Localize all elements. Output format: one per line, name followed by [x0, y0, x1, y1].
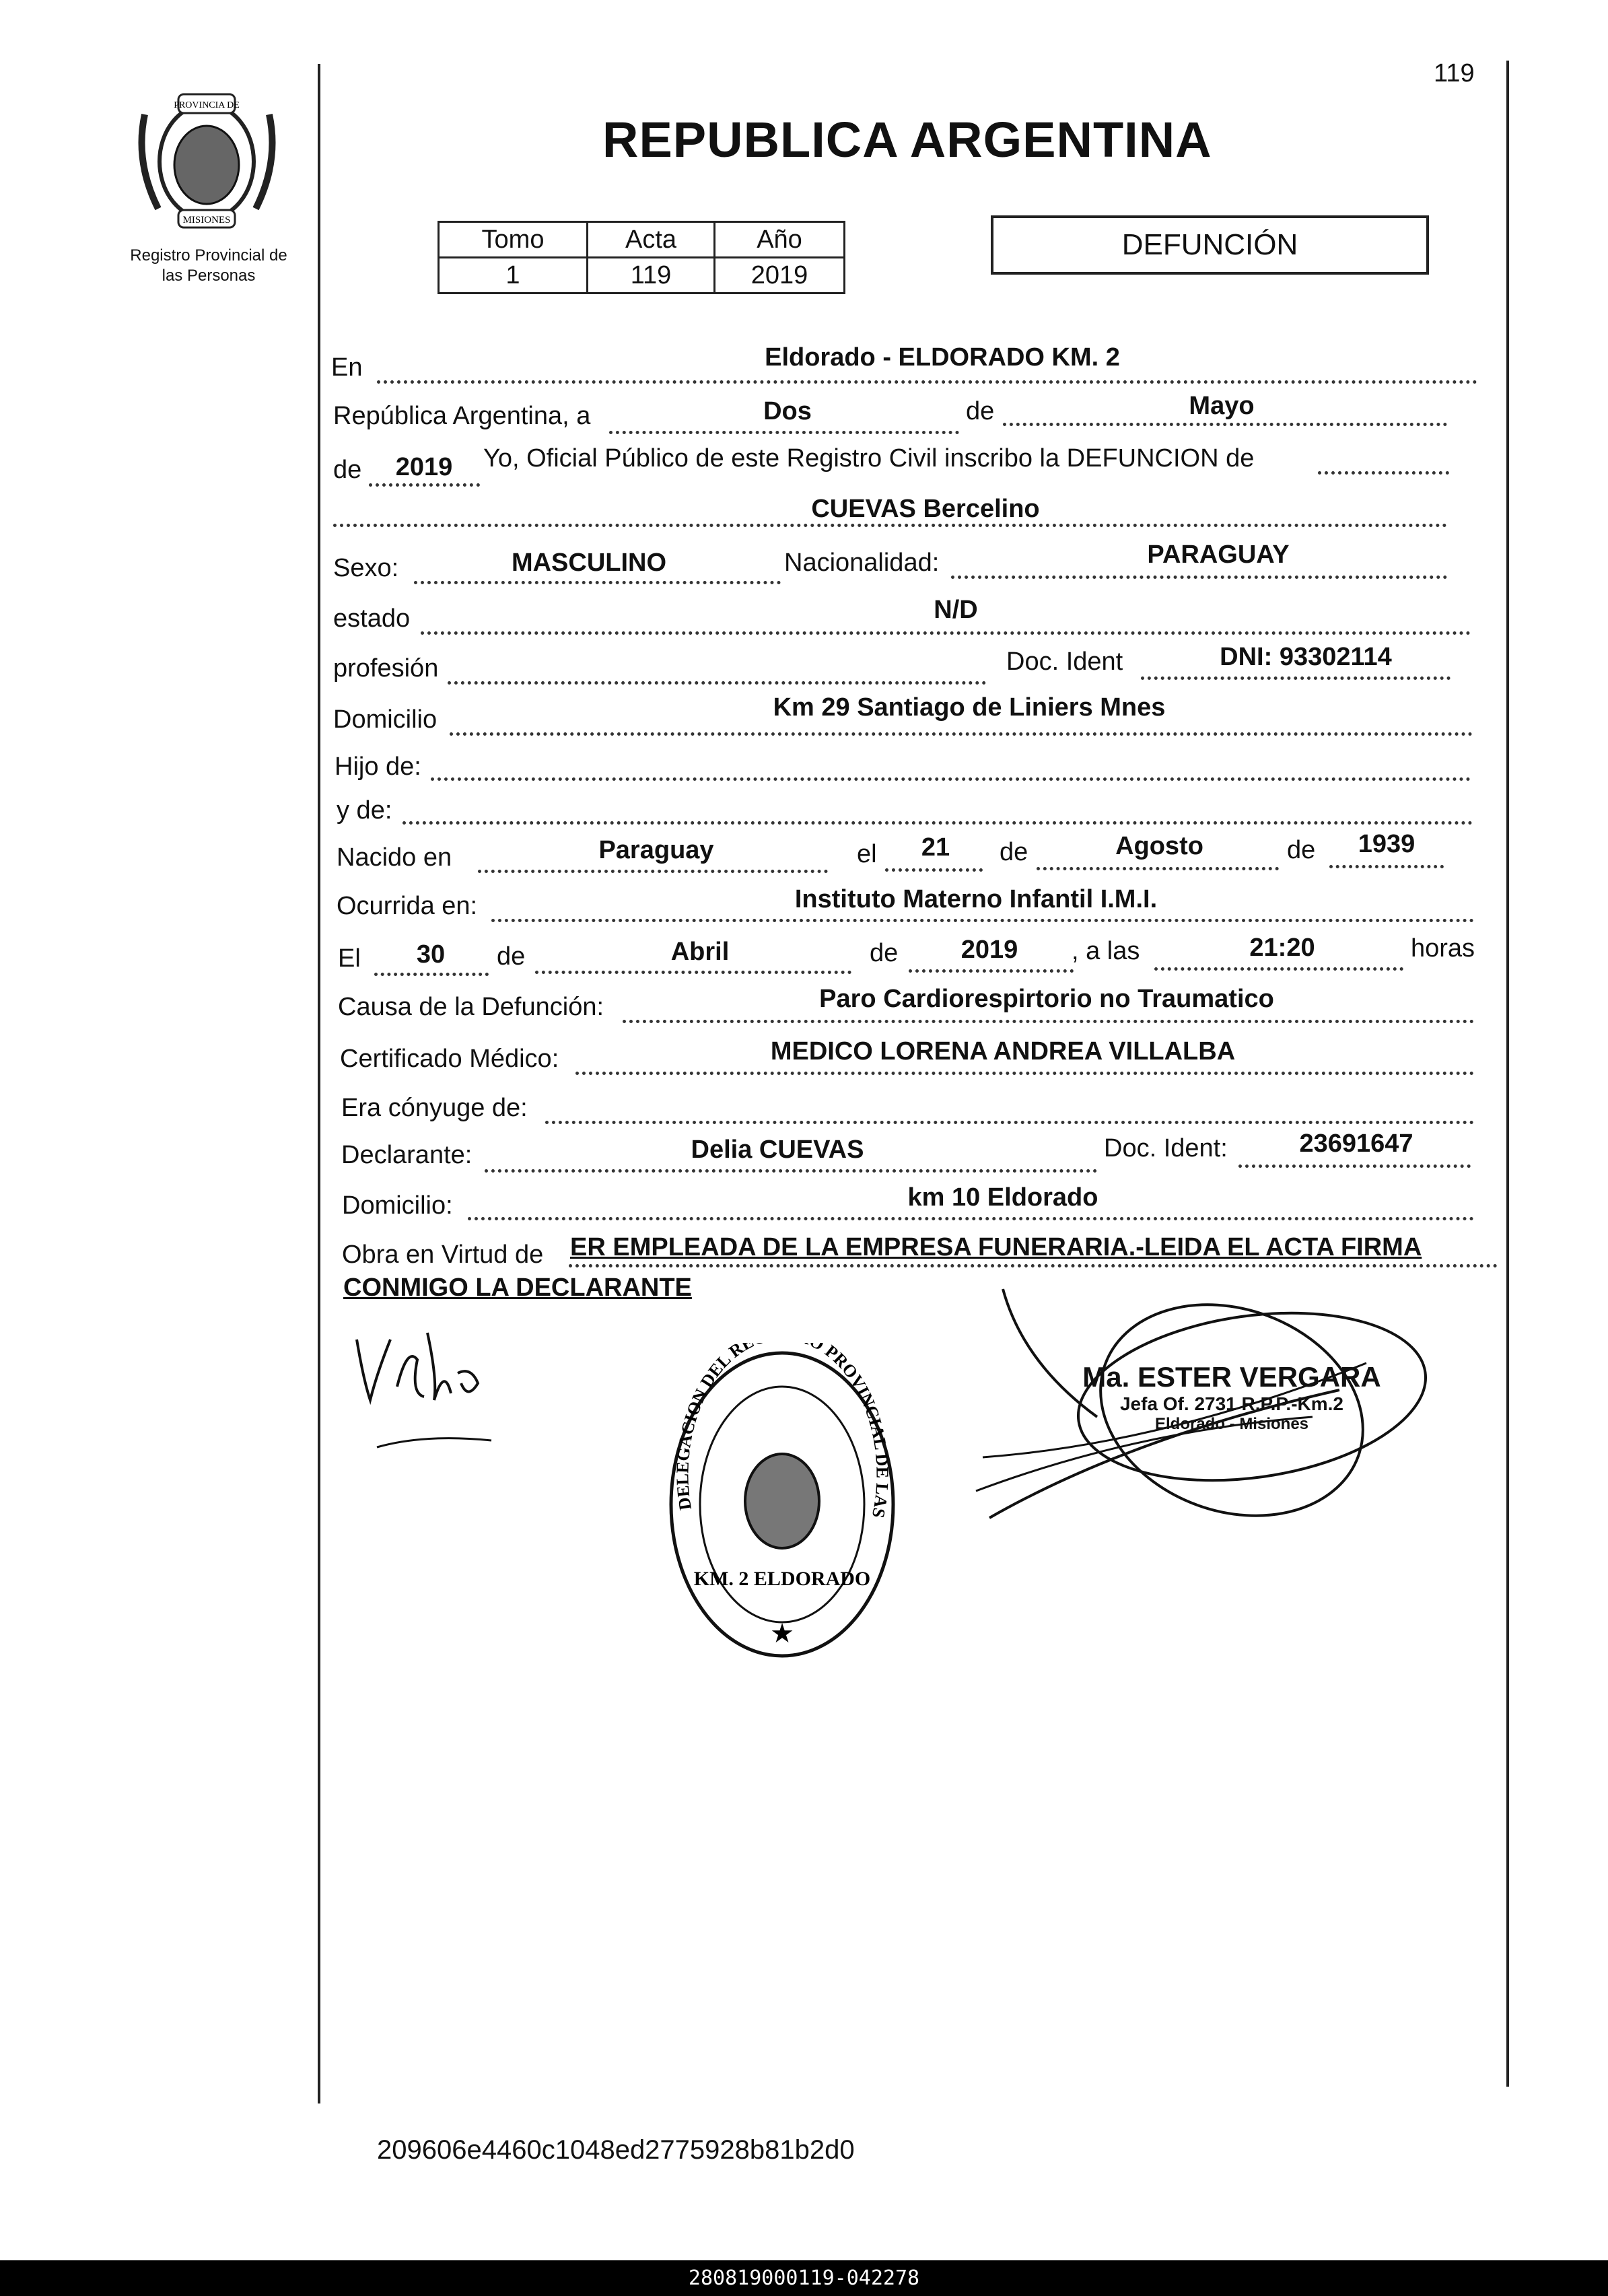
year-value: 2019 — [395, 453, 453, 481]
day-value: Dos — [763, 397, 812, 425]
declarante-doc-line — [1238, 1164, 1471, 1168]
footer-id: 280819000119-042278 — [688, 2266, 920, 2290]
declarante-label: Declarante: — [341, 1141, 473, 1169]
certificado-value: MEDICO LORENA ANDREA VILLALBA — [770, 1037, 1236, 1066]
de-label-2: de — [333, 456, 362, 484]
de-label-5: de — [497, 942, 526, 971]
doc-ident-label: Doc. Ident — [1006, 648, 1123, 676]
causa-value: Paro Cardiorespirtorio no Traumatico — [819, 985, 1274, 1013]
ocurrida-line — [491, 919, 1474, 922]
doc-ident-label-2: Doc. Ident: — [1104, 1134, 1228, 1162]
official-stamp-line2: Jefa Of. 2731 R.P.P.-Km.2 — [1119, 1393, 1344, 1414]
nacido-lugar-value: Paraguay — [598, 836, 714, 864]
province-logo — [131, 88, 283, 232]
official-stamp-line3: Eldorado - Misiones — [1154, 1415, 1309, 1433]
nacido-mes-line — [1037, 867, 1279, 870]
obra-value-line2: CONMIGO LA DECLARANTE — [343, 1274, 692, 1302]
nacido-dia-value: 21 — [921, 833, 950, 862]
sexo-value: MASCULINO — [511, 549, 667, 577]
registry-line2: las Personas — [162, 267, 256, 285]
nacido-mes-value: Agosto — [1115, 832, 1203, 860]
nacido-label: Nacido en — [337, 843, 452, 872]
a-las-label: , a las — [1072, 937, 1140, 965]
nacionalidad-label: Nacionalidad: — [784, 549, 940, 577]
oficial-line — [1318, 471, 1449, 475]
fallec-hora-line — [1154, 967, 1403, 971]
fallec-anio-line — [909, 969, 1074, 973]
footer-id-bar — [0, 2260, 1608, 2296]
hijo-label: Hijo de: — [335, 753, 421, 781]
declarant-signature — [343, 1319, 525, 1454]
document-type-label: DEFUNCIÓN — [1121, 228, 1298, 261]
hijo-line — [431, 777, 1471, 781]
official-stamp-line1: Ma. ESTER VERGARA — [1082, 1361, 1381, 1393]
official-stamp — [1077, 1361, 1387, 1434]
domicilio-line — [450, 732, 1473, 736]
domicilio-label: Domicilio — [333, 705, 438, 734]
seal-inner-text: KM. 2 ELDORADO — [693, 1568, 871, 1590]
seal-star-icon: ★ — [770, 1619, 794, 1648]
fallec-dia-value: 30 — [416, 940, 446, 969]
y-de-label: y de: — [337, 796, 392, 825]
acta-header-anio: Año — [715, 222, 845, 258]
right-border-line — [1506, 61, 1509, 2087]
declarante-domicilio-value: km 10 Eldorado — [907, 1183, 1098, 1212]
fallec-anio-value: 2019 — [960, 936, 1018, 964]
acta-header-acta: Acta — [588, 222, 715, 258]
certificado-line — [575, 1072, 1474, 1075]
conyuge-line — [545, 1121, 1474, 1124]
en-value: Eldorado - ELDORADO KM. 2 — [765, 343, 1120, 372]
sexo-line — [414, 581, 781, 584]
declarante-doc-value: 23691647 — [1299, 1129, 1413, 1158]
obra-line — [569, 1264, 1498, 1267]
fallec-mes-value: Abril — [670, 938, 730, 966]
de-label-4: de — [1287, 836, 1316, 864]
certificado-label: Certificado Médico: — [340, 1045, 559, 1073]
en-label: En — [331, 353, 363, 382]
name-line — [333, 524, 1447, 527]
doc-ident-line — [1141, 676, 1450, 680]
page-number: 119 — [1434, 59, 1475, 88]
nacionalidad-value: PARAGUAY — [1147, 541, 1290, 569]
y-de-line — [403, 821, 1473, 825]
de-label-6: de — [870, 939, 899, 967]
estado-line — [421, 631, 1471, 635]
acta-value-anio: 2019 — [715, 258, 845, 293]
de-label-1: de — [966, 397, 995, 425]
horas-label: horas — [1411, 934, 1475, 963]
el-label: el — [857, 840, 877, 868]
month-value: Mayo — [1189, 392, 1255, 420]
nacido-anio-value: 1939 — [1358, 830, 1415, 858]
fallec-hora-value: 21:20 — [1249, 934, 1315, 962]
fallec-mes-line — [535, 971, 851, 974]
logo-text-top: PROVINCIA DE — [174, 100, 240, 110]
nacido-lugar-line — [478, 870, 828, 873]
acta-table-header-row — [439, 222, 845, 258]
delegation-seal — [663, 1343, 902, 1666]
estado-label: estado — [333, 604, 411, 633]
left-border-line — [318, 64, 320, 2103]
acta-value-acta: 119 — [588, 258, 715, 293]
nacido-dia-line — [885, 868, 983, 872]
profesion-line — [448, 681, 986, 685]
day-line — [609, 431, 959, 434]
oficial-text: Yo, Oficial Público de este Registro Civil inscribo la DEFUNCION de — [483, 444, 1255, 473]
acta-table — [438, 221, 845, 294]
sexo-label: Sexo: — [333, 554, 399, 582]
declarante-domicilio-line — [468, 1217, 1474, 1220]
acta-value-tomo: 1 — [439, 258, 588, 293]
el-label-2: El — [338, 944, 361, 973]
ocurrida-label: Ocurrida en: — [337, 892, 478, 920]
acta-header-tomo: Tomo — [439, 222, 588, 258]
fallec-dia-line — [374, 973, 489, 976]
de-label-3: de — [1000, 838, 1028, 866]
document-hash: 209606e4460c1048ed2775928b81b2d0 — [377, 2135, 855, 2165]
domicilio-value: Km 29 Santiago de Liniers Mnes — [773, 693, 1166, 722]
obra-label: Obra en Virtud de — [342, 1241, 544, 1269]
en-line — [377, 380, 1477, 384]
declarante-value: Delia CUEVAS — [691, 1136, 864, 1164]
registry-line1: Registro Provincial de — [130, 246, 287, 265]
causa-label: Causa de la Defunción: — [338, 993, 604, 1021]
nacionalidad-line — [951, 576, 1447, 579]
year-line — [369, 483, 480, 487]
acta-table-value-row — [439, 258, 845, 293]
conyuge-label: Era cónyuge de: — [341, 1094, 528, 1122]
seal-outer-text: DELEGACION DEL RE PROVINCIAL DE LAS — [672, 1343, 893, 1520]
declarante-line — [485, 1169, 1097, 1173]
obra-value-line1: ER EMPLEADA DE LA EMPRESA FUNERARIA.-LEIDA EL ACTA FIRMA — [570, 1233, 1422, 1261]
causa-line — [623, 1020, 1474, 1023]
deceased-name: CUEVAS Bercelino — [811, 495, 1040, 523]
month-line — [1003, 423, 1447, 426]
document-title: REPUBLICA ARGENTINA — [602, 112, 1212, 168]
ocurrida-value: Instituto Materno Infantil I.M.I. — [794, 885, 1158, 913]
estado-value: N/D — [934, 596, 978, 624]
republica-label: República Argentina, a — [333, 402, 591, 430]
profesion-label: profesión — [333, 654, 439, 683]
document-type-box — [991, 215, 1429, 275]
doc-ident-value: DNI: 93302114 — [1220, 643, 1392, 671]
logo-text-bottom: MISIONES — [182, 215, 231, 225]
registry-name — [108, 246, 310, 286]
nacido-anio-line — [1329, 865, 1444, 868]
domicilio-label-2: Domicilio: — [342, 1191, 453, 1220]
